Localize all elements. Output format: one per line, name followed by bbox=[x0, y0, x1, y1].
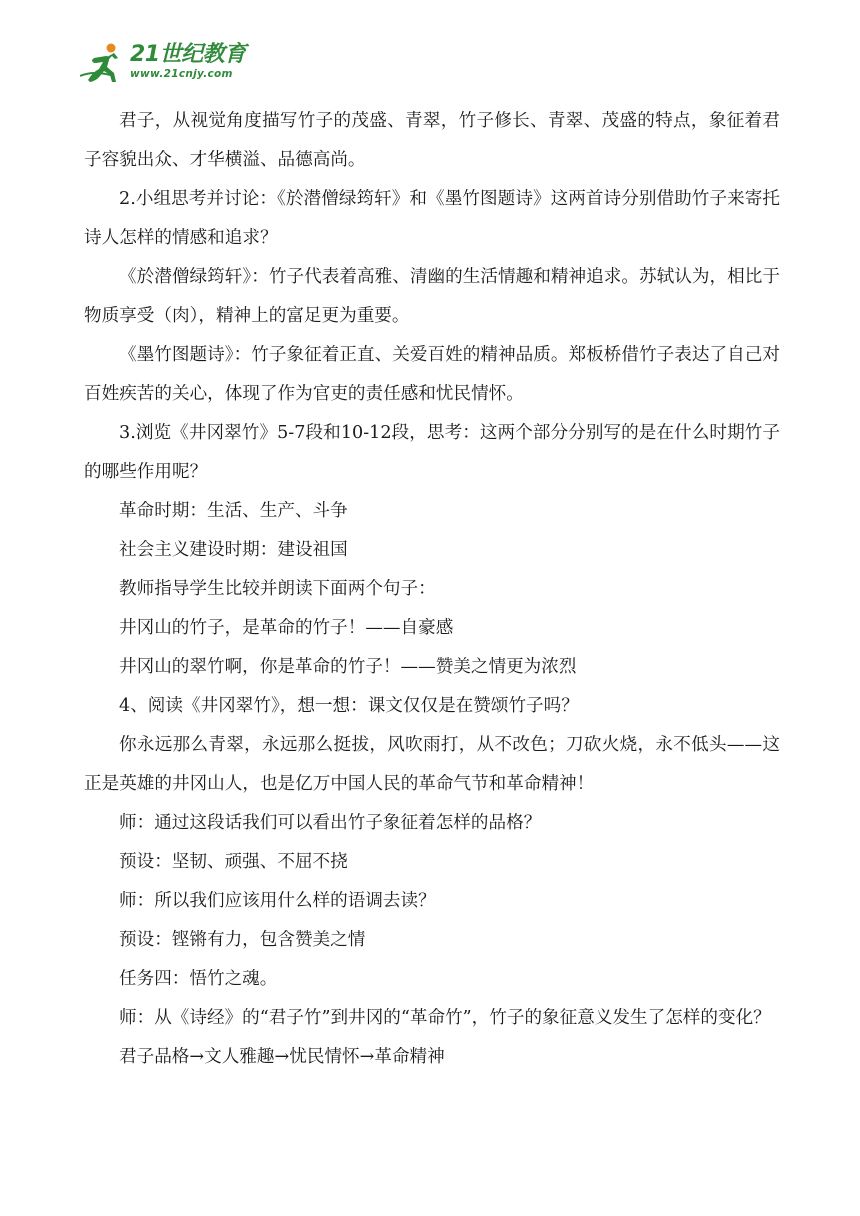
logo-brand-text: 21世纪教育 bbox=[130, 42, 246, 68]
paragraph: 师：从《诗经》的“君子竹”到井冈的“革命竹”，竹子的象征意义发生了怎样的变化？ bbox=[119, 1008, 771, 1028]
paragraph: 2.小组思考并讨论：《於潜僧绿筠轩》和《墨竹图题诗》这两首诗分别借助竹子来寄托诗人怎样的情感和追求？ bbox=[84, 189, 780, 248]
header-logo bbox=[80, 38, 246, 86]
paragraph: 革命时期：生活、生产、斗争 bbox=[119, 501, 348, 521]
running-figure-logo-icon bbox=[80, 40, 128, 84]
logo-url-text: www.21cnjy.com bbox=[130, 68, 233, 81]
paragraph: 井冈山的翠竹啊，你是革命的竹子！——赞美之情更为浓烈 bbox=[119, 657, 577, 677]
paragraph: 任务四：悟竹之魂。 bbox=[119, 969, 278, 989]
paragraph: 《於潜僧绿筠轩》：竹子代表着高雅、清幽的生活情趣和精神追求。苏轼认为，相比于物质享受（肉），精神上的富足更为重要。 bbox=[84, 267, 780, 326]
paragraph: 4、阅读《井冈翠竹》，想一想：课文仅仅是在赞颂竹子吗？ bbox=[119, 696, 579, 716]
paragraph: 预设：铿锵有力，包含赞美之情 bbox=[119, 930, 366, 950]
paragraph: 君子品格→文人雅趣→忧民情怀→革命精神 bbox=[119, 1047, 445, 1067]
paragraph: 君子，从视觉角度描写竹子的茂盛、青翠，竹子修长、青翠、茂盛的特点，象征着君子容貌出众、才华横溢、品德高尚。 bbox=[84, 111, 780, 170]
paragraph: 《墨竹图题诗》：竹子象征着正直、关爱百姓的精神品质。郑板桥借竹子表达了自己对百姓疾苦的关心，体现了作为官吏的责任感和忧民情怀。 bbox=[84, 345, 780, 404]
paragraph: 预设：坚韧、顽强、不屈不挠 bbox=[119, 852, 348, 872]
document-body bbox=[84, 102, 780, 1077]
paragraph: 教师指导学生比较并朗读下面两个句子： bbox=[119, 579, 436, 599]
paragraph: 3.浏览《井冈翠竹》5-7段和10-12段，思考：这两个部分分别写的是在什么时期竹子的哪些作用呢？ bbox=[84, 423, 780, 482]
paragraph: 师：所以我们应该用什么样的语调去读？ bbox=[119, 891, 436, 911]
paragraph: 社会主义建设时期：建设祖国 bbox=[119, 540, 348, 560]
paragraph: 师：通过这段话我们可以看出竹子象征着怎样的品格？ bbox=[119, 813, 542, 833]
paragraph: 你永远那么青翠，永远那么挺拔，风吹雨打，从不改色；刀砍火烧，永不低头——这正是英雄的井冈山人，也是亿万中国人民的革命气节和革命精神！ bbox=[84, 735, 780, 794]
paragraph: 井冈山的竹子，是革命的竹子！——自豪感 bbox=[119, 618, 454, 638]
